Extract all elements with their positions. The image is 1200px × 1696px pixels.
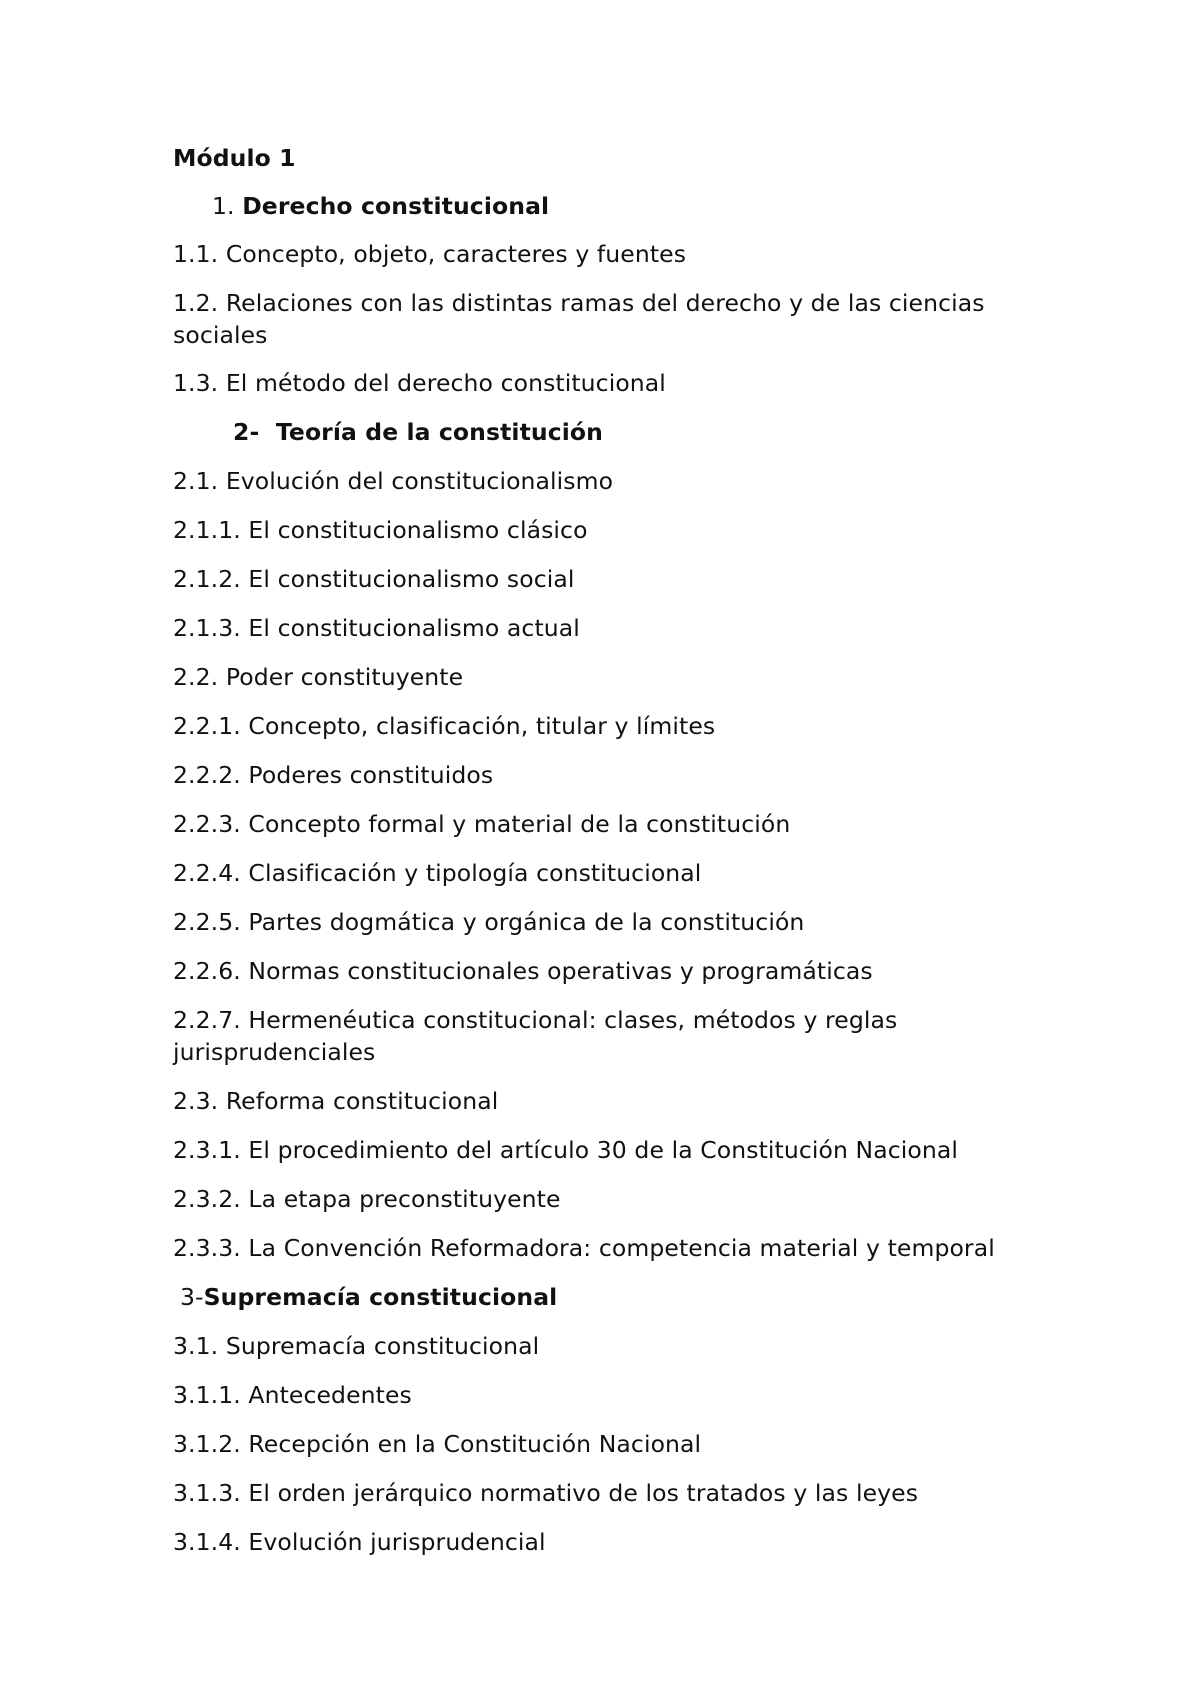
section-heading-1 xyxy=(212,190,549,222)
section-heading-3 xyxy=(180,1281,557,1313)
outline-item-2-1: 2.1. Evolución del constitucionalismo xyxy=(173,467,614,495)
outline-item-2-2-5: 2.2.5. Partes dogmática y orgánica de la constitución xyxy=(173,908,805,936)
outline-item-1-2: 1.2. Relaciones con las distintas ramas del derecho y de las ciencias sociales xyxy=(173,289,985,349)
outline-item-2-3-3: 2.3.3. La Convención Reformadora: competencia material y temporal xyxy=(173,1234,995,1262)
outline-item-2-3-1: 2.3.1. El procedimiento del artículo 30 de la Constitución Nacional xyxy=(173,1136,958,1164)
outline-item-3-1-4: 3.1.4. Evolución jurisprudencial xyxy=(173,1528,546,1556)
outline-item-2-2-1: 2.2.1. Concepto, clasificación, titular y límites xyxy=(173,712,716,740)
outline-item-2-2-3: 2.2.3. Concepto formal y material de la constitución xyxy=(173,810,791,838)
section-title-2: Teoría de la constitución xyxy=(275,418,604,446)
outline-item-3-1-3: 3.1.3. El orden jerárquico normativo de los tratados y las leyes xyxy=(173,1479,919,1507)
section-number-3: 3- xyxy=(180,1283,204,1311)
outline-item-2-1-2: 2.1.2. El constitucionalismo social xyxy=(173,565,575,593)
outline-item-2-2-2: 2.2.2. Poderes constituidos xyxy=(173,761,494,789)
outline-item-3-1-1: 3.1.1. Antecedentes xyxy=(173,1381,412,1409)
outline-item-2-3: 2.3. Reforma constitucional xyxy=(173,1087,499,1115)
outline-item-2-1-1: 2.1.1. El constitucionalismo clásico xyxy=(173,516,588,544)
section-number-2: 2- xyxy=(233,418,260,446)
outline-item-3-1: 3.1. Supremacía constitucional xyxy=(173,1332,540,1360)
section-heading-2 xyxy=(233,416,603,448)
section-number-1: 1. xyxy=(212,192,235,220)
section-title-1: Derecho constitucional xyxy=(242,192,550,220)
outline-item-1-3: 1.3. El método del derecho constitucional xyxy=(173,369,666,397)
outline-item-2-3-2: 2.3.2. La etapa preconstituyente xyxy=(173,1185,561,1213)
outline-item-3-1-2: 3.1.2. Recepción en la Constitución Nacional xyxy=(173,1430,702,1458)
outline-item-1-1: 1.1. Concepto, objeto, caracteres y fuentes xyxy=(173,240,687,268)
outline-item-2-2-6: 2.2.6. Normas constitucionales operativas y programáticas xyxy=(173,957,873,985)
module-title: Módulo 1 xyxy=(173,144,296,172)
outline-item-2-2-4: 2.2.4. Clasificación y tipología constitucional xyxy=(173,859,702,887)
outline-item-2-2-7: 2.2.7. Hermenéutica constitucional: clases, métodos y reglas jurisprudenciales xyxy=(173,1006,898,1066)
outline-item-2-1-3: 2.1.3. El constitucionalismo actual xyxy=(173,614,580,642)
outline-item-2-2: 2.2. Poder constituyente xyxy=(173,663,464,691)
section-title-3: Supremacía constitucional xyxy=(203,1283,558,1311)
